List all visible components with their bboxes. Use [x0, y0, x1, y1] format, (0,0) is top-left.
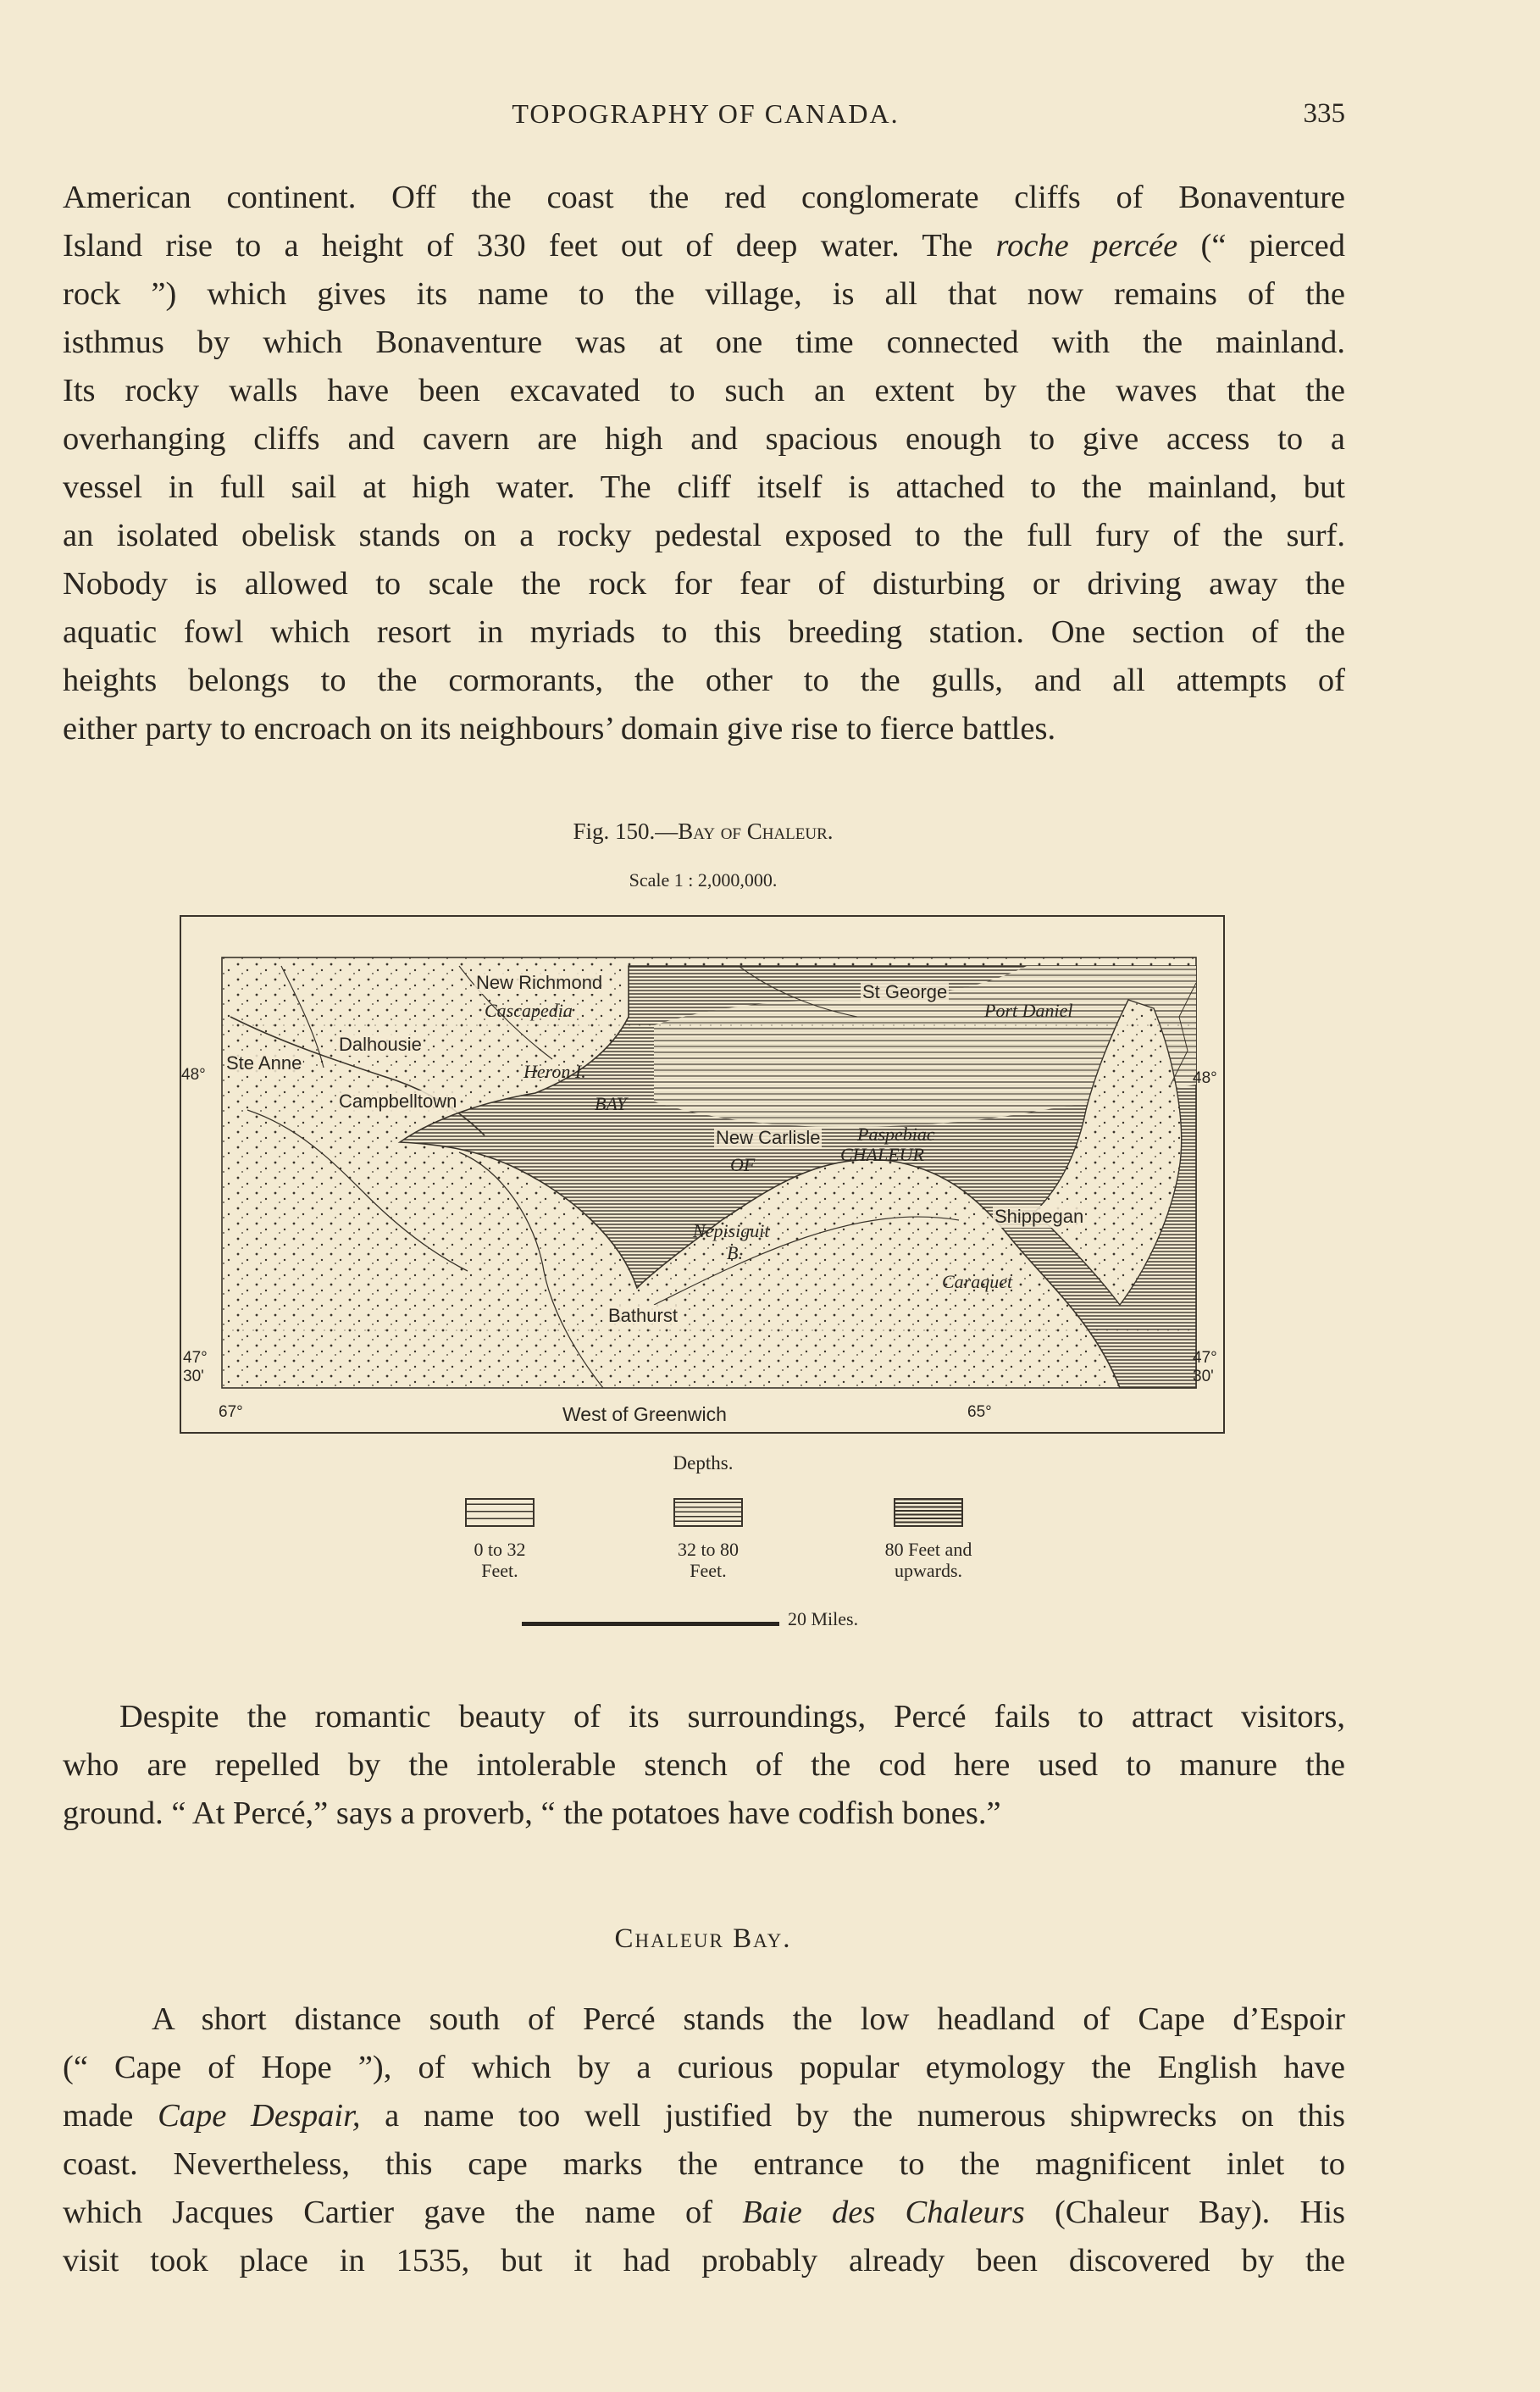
page-number: 335: [1303, 98, 1345, 129]
text-line: overhanging cliffs and cavern are high and spacious enough to give access to a: [63, 421, 1345, 457]
place-campbelltown: Campbelltown: [339, 1091, 457, 1112]
scale-bar-label: 20 Miles.: [788, 1608, 859, 1629]
place-nepisiguit-bay: Nepisiguit: [693, 1220, 770, 1241]
text-line: vessel in full sail at high water. The cliff itself is attached to the mainland, but: [63, 469, 1345, 505]
text-line: coast. Nevertheless, this cape marks the entrance to the magnificent inlet to: [63, 2146, 1345, 2182]
legend-swatch: [465, 1498, 535, 1527]
figure-scale: Scale 1 : 2,000,000.: [629, 869, 778, 891]
place-bathurst: Bathurst: [608, 1305, 678, 1326]
place-nepisiguit-b: B.: [727, 1242, 743, 1263]
text-line: ground. “ At Percé,” says a proverb, “ the potatoes have codfish bones.”: [63, 1795, 1001, 1831]
lon-65: 65°: [967, 1403, 992, 1421]
legend-item-shallow: [398, 1498, 601, 1581]
text-line: Despite the romantic beauty of its surroundings, Percé fails to attract visitors,: [119, 1699, 1345, 1734]
legend-swatch: [894, 1498, 963, 1527]
legend-item-deep: [827, 1498, 1030, 1581]
place-port-daniel: Port Daniel: [984, 1000, 1073, 1021]
place-heron-island: Heron I.: [523, 1061, 586, 1082]
legend-label: 0 to 32 Feet.: [474, 1539, 526, 1581]
paragraph-chaleur-bay: [63, 1995, 1345, 2285]
text-line: either party to encroach on its neighbours’ domain give rise to fierce battles.: [63, 711, 1056, 746]
figure-caption: Fig. 150.—Bay of Chaleur.: [573, 819, 834, 844]
italic-term: Cape Despair,: [158, 2098, 361, 2134]
legend-item-medium: [607, 1498, 810, 1581]
text-line: Its rocky walls have been excavated to such an extent by the waves that the: [63, 373, 1345, 408]
text-line: Nobody is allowed to scale the rock for fear of disturbing or driving away the: [63, 566, 1345, 602]
label-of: OF: [730, 1154, 756, 1175]
section-heading: Chaleur Bay.: [614, 1923, 792, 1954]
lat-48-right: 48°: [1193, 1069, 1217, 1087]
italic-term: Baie des Chaleurs: [742, 2195, 1025, 2230]
italic-term: roche percée: [995, 228, 1178, 264]
map-bay-of-chaleur: [180, 915, 1225, 1434]
paragraph-perce: [63, 1693, 1345, 1838]
legend-swatch: [673, 1498, 743, 1527]
text-line: rock ”) which gives its name to the village, is all that now remains of the: [63, 276, 1345, 312]
place-new-carlisle: New Carlisle: [716, 1127, 821, 1148]
place-ste-anne: Ste Anne: [226, 1052, 302, 1074]
text-line: made Cape Despair, a name too well justified by the numerous shipwrecks on this: [63, 2098, 1345, 2134]
lat-30-right: 30': [1193, 1368, 1214, 1385]
place-cascapedia: Cascapedia: [485, 1000, 573, 1021]
place-caraquet: Caraquet: [942, 1271, 1013, 1292]
meridian-note: West of Greenwich: [562, 1403, 727, 1425]
text-line: Island rise to a height of 330 feet out of deep water. The roche percée (“ pierced: [63, 228, 1345, 264]
lon-67: 67°: [219, 1403, 243, 1421]
text-line: aquatic fowl which resort in myriads to this breeding station. One section of the: [63, 614, 1345, 650]
text-line: an isolated obelisk stands on a rocky pedestal exposed to the full fury of the surf.: [63, 518, 1345, 553]
place-paspebiac: Paspebiac: [857, 1124, 935, 1145]
text-line: (“ Cape of Hope ”), of which by a curious popular etymology the English have: [63, 2050, 1345, 2085]
scale-bar: [522, 1622, 779, 1626]
text-line: visit took place in 1535, but it had probably already been discovered by the: [63, 2243, 1345, 2278]
running-title: TOPOGRAPHY OF CANADA.: [512, 98, 900, 129]
text-line: which Jacques Cartier gave the name of Baie des Chaleurs (Chaleur Bay). His: [63, 2195, 1345, 2230]
text-line: isthmus by which Bonaventure was at one time connected with the mainland.: [63, 325, 1345, 360]
place-new-richmond: New Richmond: [476, 972, 603, 993]
label-chaleur: CHALEUR: [840, 1144, 924, 1165]
text-line: American continent. Off the coast the red conglomerate cliffs of Bonaventure: [63, 180, 1345, 215]
place-shippegan: Shippegan: [994, 1206, 1084, 1227]
text-line: A short distance south of Percé stands the low headland of Cape d’Espoir: [152, 2001, 1345, 2037]
label-bay: BAY: [595, 1093, 627, 1114]
lat-30-left: 30': [183, 1368, 204, 1385]
text-line: heights belongs to the cormorants, the other to the gulls, and all attempts of: [63, 663, 1345, 698]
text-line: who are repelled by the intolerable stench of the cod here used to manure the: [63, 1747, 1345, 1783]
legend-title: Depths.: [673, 1452, 734, 1473]
lat-48-left: 48°: [181, 1066, 206, 1084]
lat-47-right: 47°: [1193, 1349, 1217, 1367]
place-dalhousie: Dalhousie: [339, 1034, 422, 1055]
place-st-george: St George: [862, 981, 948, 1002]
legend-label: 80 Feet and upwards.: [884, 1539, 972, 1581]
legend-label: 32 to 80 Feet.: [677, 1539, 740, 1581]
paragraph-bonaventure: [63, 174, 1345, 753]
lat-47-left: 47°: [183, 1349, 208, 1367]
running-head: [66, 95, 1345, 137]
